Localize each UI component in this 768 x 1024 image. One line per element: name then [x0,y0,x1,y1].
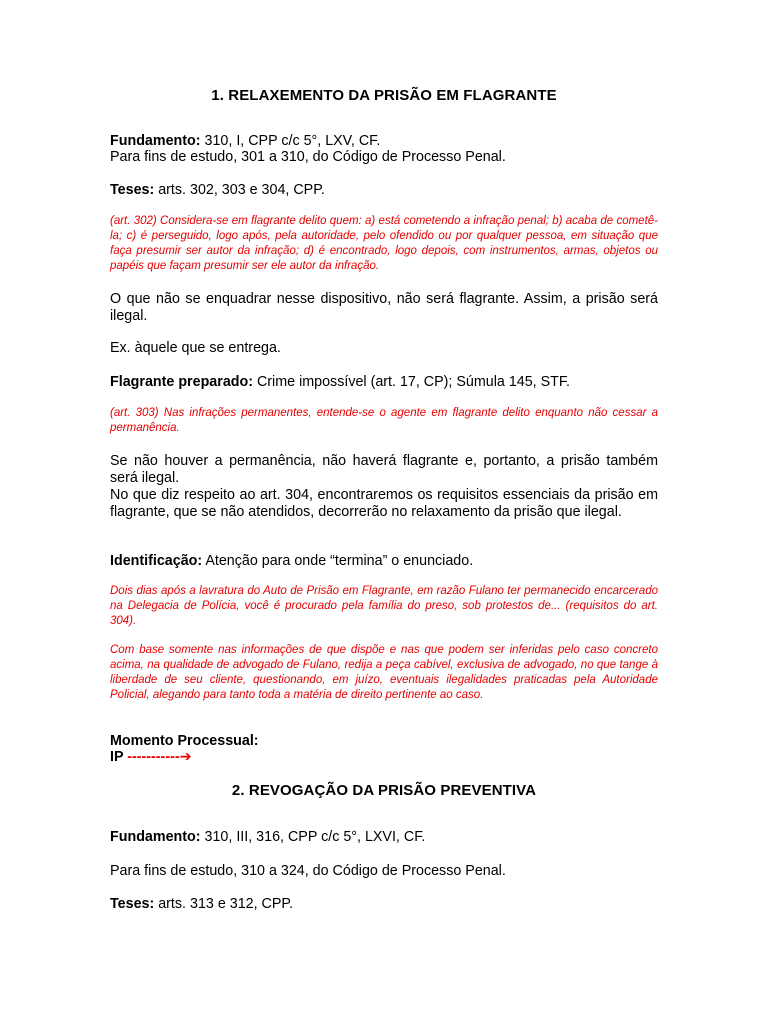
estudo-line: Para fins de estudo, 301 a 310, do Código de Processo Penal. [110,149,506,165]
section-2-heading: 2. REVOGAÇÃO DA PRISÃO PREVENTIVA [231,782,537,799]
estudo-2-line: Para fins de estudo, 310 a 324, do Código de Processo Penal. [110,863,506,879]
teses-2-label: Teses: [110,896,155,912]
teses-2-text: arts. 313 e 312, CPP. [154,896,294,912]
preparado-text: Crime impossível (art. 17, CP); Súmula 145, STF. [253,374,571,390]
momento-processual-label: Momento Processual: [110,733,259,749]
identificacao-label: Identificação: [110,553,203,569]
section-1-heading: 1. RELAXEMENTO DA PRISÃO EM FLAGRANTE [211,87,557,104]
enunciado-paragraph: Com base somente nas informações de que dispõe e nas que podem ser inferidas pelo caso concreto acima, na qualidade de advogado de Fulano, redija a peça cabível, exclusiva de advogado, no que tange à liberdade de seu cliente, questionando, em juízo, eventuais ilegalidades praticadas pela Autoridade Policial, alegando para tanto toda a matéria de direito pertinente ao caso. [110,644,658,701]
preparado-label: Flagrante preparado: [110,374,253,390]
ip-label: IP [110,749,128,765]
fundamento-label: Fundamento: [110,133,201,149]
teses-label: Teses: [110,182,155,198]
teses-line [110,182,658,199]
enquadrar-paragraph: O que não se enquadrar nesse dispositivo, não será flagrante. Assim, a prisão será ilegal. [110,291,658,324]
teses-2-line [110,896,658,913]
art-304-paragraph: No que diz respeito ao art. 304, encontraremos os requisitos essenciais da prisão em flagrante, que se não atendidos, decorrerão no relaxamento da prisão que ilegal. [110,487,658,520]
fundamento-2-line [110,829,658,846]
flagrante-preparado-line [110,374,658,391]
exemplo-line: Ex. àquele que se entrega. [110,340,281,356]
teses-text: arts. 302, 303 e 304, CPP. [154,182,325,198]
fundamento-text: 310, I, CPP c/c 5°, LXV, CF. [200,133,381,149]
permanencia-paragraph: Se não houver a permanência, não haverá flagrante e, portanto, a prisão também será ilegal. [110,453,658,486]
art-303-quote: (art. 303) Nas infrações permanentes, entende-se o agente em flagrante delito enquanto não cessar a permanência. [110,407,658,434]
ip-line [110,749,658,766]
fundamento-2-text: 310, III, 316, CPP c/c 5°, LXVI, CF. [200,829,426,845]
fundamento-2-label: Fundamento: [110,829,201,845]
identificacao-text: Atenção para onde “termina” o enunciado. [202,553,474,569]
identificacao-line [110,553,658,570]
caso-concreto-paragraph: Dois dias após a lavratura do Auto de Prisão em Flagrante, em razão Fulano ter permanecido encarcerado na Delegacia de Polícia, você é procurado pela família do preso, sob protestos de... (requisitos do art. 304). [110,585,658,627]
art-302-quote: (art. 302) Considera-se em flagrante delito quem: a) está cometendo a infração penal; b) acaba de cometê-la; c) é perseguido, logo após, pela autoridade, pelo ofendido ou por qualquer pessoa, em situação que faça presumir ser autor da infração; d) é encontrado, logo depois, com instrumentos, armas, objetos ou papéis que façam presumir ser ele autor da infração. [110,215,658,272]
fundamento-line [110,133,658,150]
arrow-right-icon: -----------➔ [127,749,192,765]
